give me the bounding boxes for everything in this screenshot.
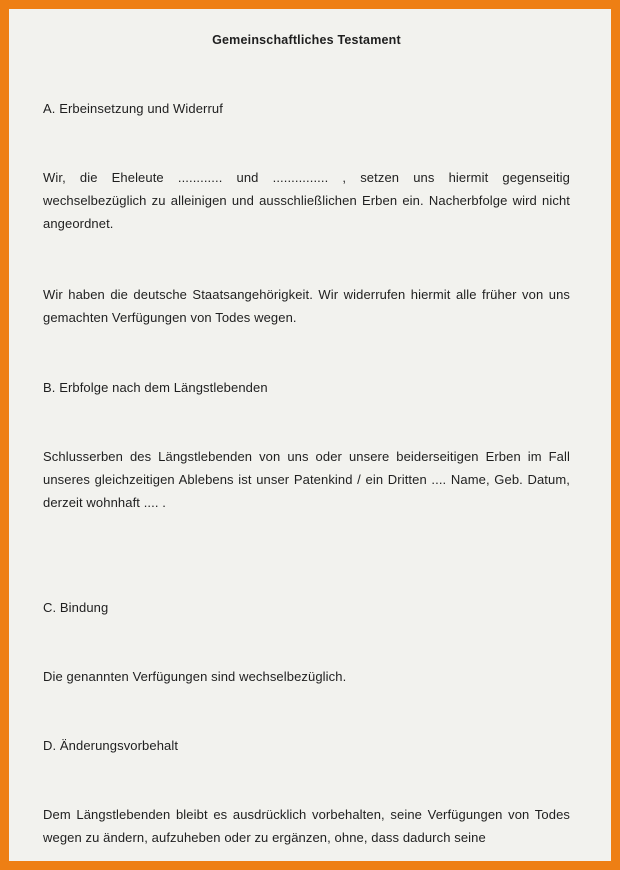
section-c-paragraph-1: Die genannten Verfügungen sind wechselbezüglich. [43, 669, 347, 684]
section-heading-a: A. Erbeinsetzung und Widerruf [43, 101, 223, 116]
document-title: Gemeinschaftliches Testament [212, 33, 401, 47]
section-b-paragraph-1: Schlusserben des Längstlebenden von uns oder unsere beiderseitigen Erben im Fall unseres gleichzeitigen Ablebens ist unser Patenkind / ein Dritten .... Name, Geb. Datum, derzeit wohnhaft .... . [43, 449, 570, 510]
section-heading-c: C. Bindung [43, 600, 109, 615]
section-heading-d: D. Änderungsvorbehalt [43, 738, 179, 753]
section-a-paragraph-1: Wir, die Eheleute ............ und ............... , setzen uns hiermit gegenseitig wechselbezüglich zu alleinigen und ausschließlichen Erben ein. Nacherbfolge wird nicht angeordnet. [43, 170, 570, 231]
section-a-paragraph-2: Wir haben die deutsche Staatsangehörigkeit. Wir widerrufen hiermit alle früher von uns gemachten Verfügungen von Todes wegen. [43, 287, 570, 325]
section-heading-b: B. Erbfolge nach dem Längstlebenden [43, 380, 268, 395]
section-d-paragraph-1: Dem Längstlebenden bleibt es ausdrücklich vorbehalten, seine Verfügungen von Todes wegen zu ändern, aufzuheben oder zu ergänzen, ohne, dass dadurch seine [43, 807, 570, 845]
